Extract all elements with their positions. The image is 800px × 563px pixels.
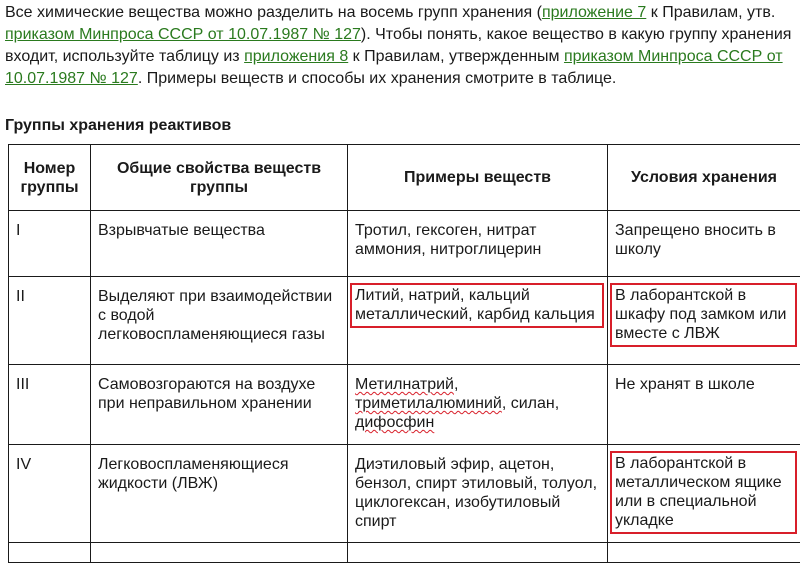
table-row xyxy=(9,277,800,365)
intro-text-2: к Правилам, утв. xyxy=(646,4,775,21)
intro-text-4: к Правилам, утвержденным xyxy=(348,48,564,65)
intro-text-3: ). Чтобы понять, какое вещество в какую группу хранения входит, используйте таблицу из xyxy=(5,26,791,65)
header-conditions: Условия хранения xyxy=(608,145,800,211)
group-number-cell: II xyxy=(9,277,91,365)
highlight-box: В лаборантской в металлическом ящике или в специальной укладке xyxy=(610,451,797,534)
spellcheck-word: дифосфин xyxy=(355,414,434,431)
intro-paragraph xyxy=(5,2,795,90)
conditions-cell: Не хранят в школе xyxy=(608,365,800,445)
highlight-box: Литий, натрий, кальций металлический, карбид кальция xyxy=(350,283,604,328)
intro-text-1: Все химические вещества можно разделить на восемь групп хранения ( xyxy=(5,4,542,21)
table-row xyxy=(9,445,800,543)
group-number-cell: I xyxy=(9,211,91,277)
section-heading: Группы хранения реактивов xyxy=(5,117,231,135)
conditions-cell: Запрещено вносить в школу xyxy=(608,211,800,277)
table-row xyxy=(9,211,800,277)
group-properties-cell: Легковоспламеняющиеся жидкости (ЛВЖ) xyxy=(91,445,348,543)
group-properties-cell: Взрывчатые вещества xyxy=(91,211,348,277)
table-row xyxy=(9,365,800,445)
spellcheck-word: Метилнатрий xyxy=(355,376,454,393)
conditions-cell xyxy=(608,445,800,543)
highlight-box: В лаборантской в шкафу под замком или вместе с ЛВЖ xyxy=(610,283,797,347)
group-properties-cell: Выделяют при взаимодействии с водой легковоспламеняющиеся газы xyxy=(91,277,348,365)
table-header-row xyxy=(9,145,800,211)
examples-separator: , xyxy=(454,376,458,393)
examples-cell: Тротил, гексоген, нитрат аммония, нитроглицерин xyxy=(348,211,608,277)
examples-separator: , силан, xyxy=(502,395,559,412)
group-properties-cell: Самовозгораются на воздухе при неправильном хранении xyxy=(91,365,348,445)
storage-groups-table xyxy=(8,144,800,563)
link-order-2[interactable]: приказом Минпроса СССР от 10.07.1987 № 127 xyxy=(5,48,783,87)
spellcheck-word: триметилалюминий xyxy=(355,395,502,412)
group-number-cell: III xyxy=(9,365,91,445)
link-appendix-7[interactable]: приложение 7 xyxy=(542,4,646,21)
header-group-number: Номер группы xyxy=(9,145,91,211)
link-order-1[interactable]: приказом Минпроса СССР от 10.07.1987 № 127 xyxy=(5,26,361,43)
link-appendix-8[interactable]: приложения 8 xyxy=(244,48,348,65)
intro-text-5: . Примеры веществ и способы их хранения смотрите в таблице. xyxy=(138,70,617,87)
group-number-cell: IV xyxy=(9,445,91,543)
conditions-cell xyxy=(608,277,800,365)
examples-cell xyxy=(348,365,608,445)
header-examples: Примеры веществ xyxy=(348,145,608,211)
examples-cell: Диэтиловый эфир, ацетон, бензол, спирт этиловый, толуол, циклогексан, изобутиловый спирт xyxy=(348,445,608,543)
examples-cell xyxy=(348,277,608,365)
header-group-properties: Общие свойства веществ группы xyxy=(91,145,348,211)
